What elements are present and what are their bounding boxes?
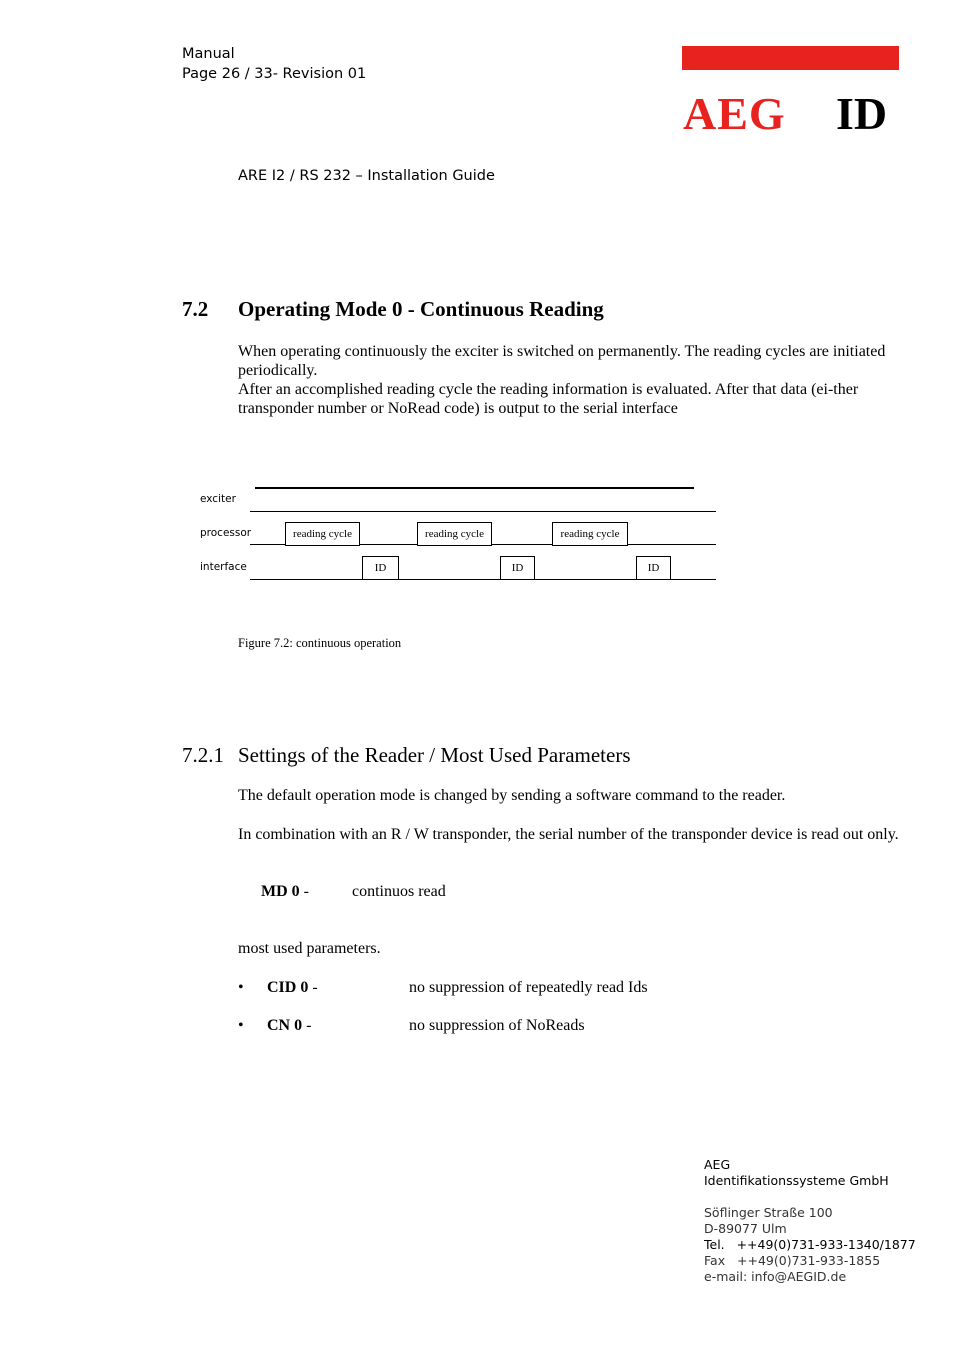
footer-fax-number: ++49(0)731-933-1855 xyxy=(737,1253,881,1268)
reading-cycle-box-1: reading cycle xyxy=(285,522,360,546)
footer-company-1: AEG xyxy=(704,1157,731,1172)
id-box-3: ID xyxy=(636,556,671,580)
exciter-high-line xyxy=(255,487,694,489)
footer-company-2: Identifikationssysteme GmbH xyxy=(704,1173,889,1188)
section-number: 7.2 xyxy=(182,297,209,321)
reading-cycle-box-3: reading cycle xyxy=(552,522,628,546)
param-item-cid xyxy=(267,979,318,997)
md-command-row xyxy=(261,883,309,901)
id-box-2: ID xyxy=(500,556,535,580)
lane-label-interface: interface xyxy=(200,561,247,573)
param-cmd: CID 0 xyxy=(267,979,309,996)
param-desc-cn: no suppression of NoReads xyxy=(409,1017,585,1034)
page-info: Page 26 / 33- Revision 01 xyxy=(182,66,367,82)
figure-caption: Figure 7.2: continuous operation xyxy=(238,636,402,650)
section-paragraph-1: When operating continuously the exciter is switched on permanently. The reading cycles are initiated periodically. xyxy=(238,343,886,379)
params-intro: most used parameters. xyxy=(238,940,381,957)
footer-city: D-89077 Ulm xyxy=(704,1221,787,1236)
footer-street: Söflinger Straße 100 xyxy=(704,1205,833,1220)
footer-tel xyxy=(704,1237,916,1252)
exciter-baseline xyxy=(250,511,716,512)
lane-label-exciter: exciter xyxy=(200,493,236,505)
section-title: Operating Mode 0 - Continuous Reading xyxy=(238,297,604,321)
subsection-paragraph-2: In combination with an R / W transponder, the serial number of the transponder device is read out only. xyxy=(238,826,899,843)
reading-cycle-box-2: reading cycle xyxy=(417,522,492,546)
param-cmd: CN 0 xyxy=(267,1017,303,1034)
logo-aeg-text: AEG xyxy=(683,88,786,139)
md-dash: - xyxy=(299,883,309,900)
param-dash: - xyxy=(302,1017,312,1034)
md-command: MD 0 xyxy=(261,883,300,900)
section-heading xyxy=(182,297,604,322)
footer-tel-label: Tel. xyxy=(704,1237,725,1252)
footer-fax xyxy=(704,1253,880,1268)
subsection-title: Settings of the Reader / Most Used Parameters xyxy=(238,743,631,767)
subsection-heading xyxy=(182,743,631,768)
logo-red-bar xyxy=(682,46,899,70)
subsection-paragraph-1: The default operation mode is changed by sending a software command to the reader. xyxy=(238,787,786,804)
section-paragraph-2: After an accomplished reading cycle the reading information is evaluated. After that data (ei-ther transponder number or NoRead code) is output to the serial interface xyxy=(238,381,859,417)
param-item-cn xyxy=(267,1017,311,1035)
logo-id-text: ID xyxy=(836,88,888,139)
timing-diagram xyxy=(196,478,726,588)
param-desc-cid: no suppression of repeatedly read Ids xyxy=(409,979,648,996)
doc-type-label: Manual xyxy=(182,46,235,62)
md-description: continuos read xyxy=(352,883,446,900)
footer-tel-number: ++49(0)731-933-1340/1877 xyxy=(736,1237,916,1252)
param-dash: - xyxy=(308,979,318,996)
lane-label-processor: processor xyxy=(200,527,252,539)
subsection-number: 7.2.1 xyxy=(182,743,224,767)
footer-fax-label: Fax xyxy=(704,1253,726,1268)
footer-email: e-mail: info@AEGID.de xyxy=(704,1269,847,1284)
id-box-1: ID xyxy=(362,556,399,580)
document-subtitle: ARE I2 / RS 232 – Installation Guide xyxy=(238,168,495,184)
bullet-icon: • xyxy=(238,1017,244,1034)
bullet-icon: • xyxy=(238,979,244,996)
